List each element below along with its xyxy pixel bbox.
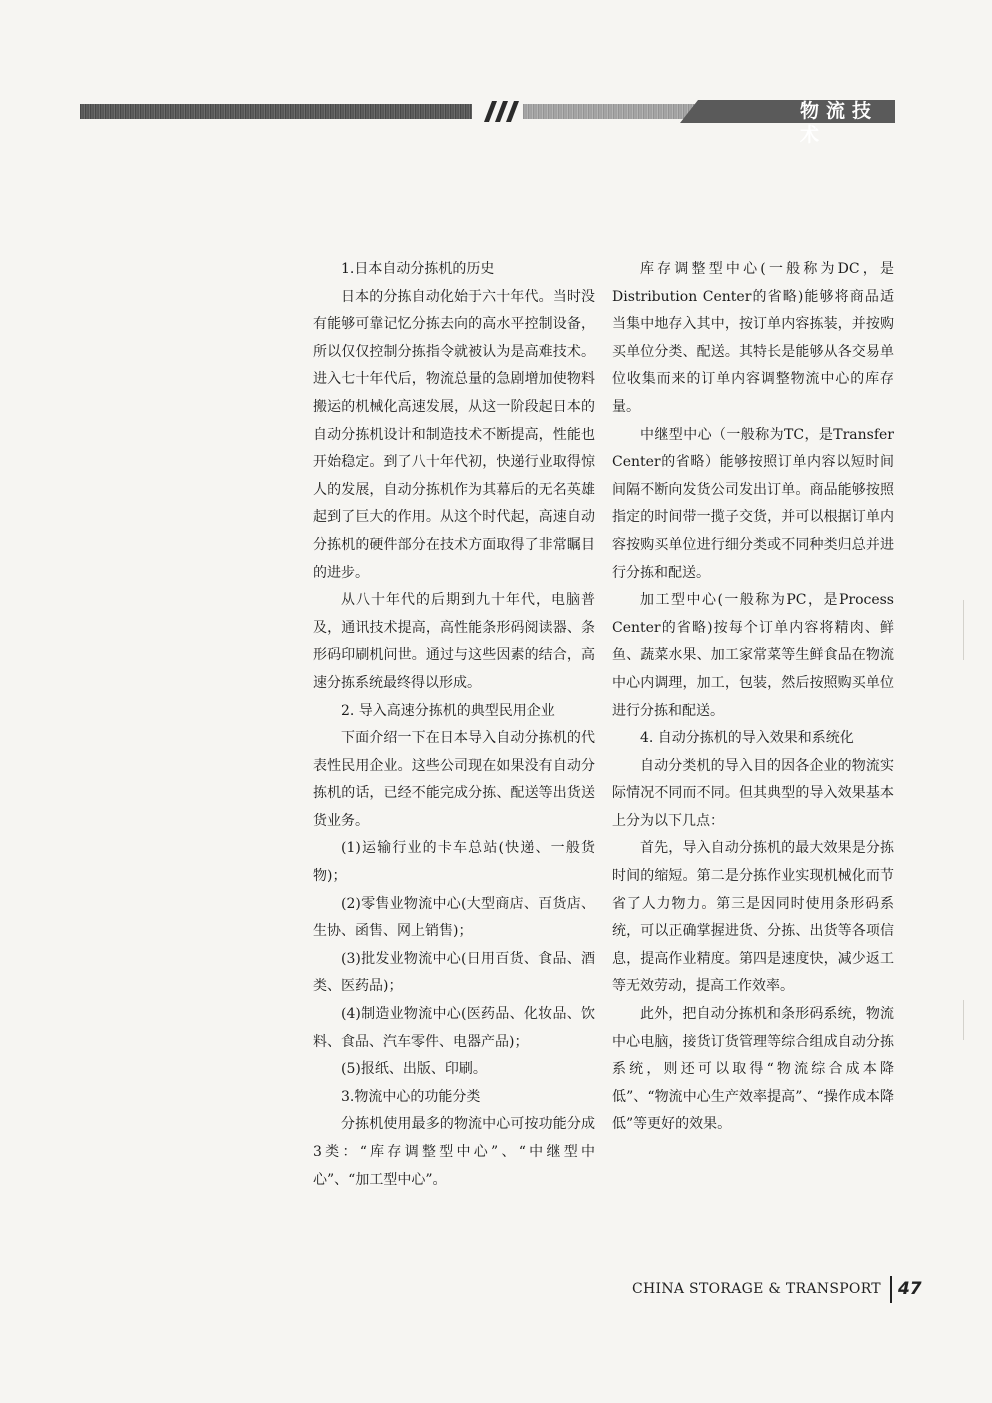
- heading-effects: 4. 自动分拣机的导入效果和系统化: [640, 730, 854, 747]
- heading-history: 1.日本自动分拣机的历史: [341, 261, 495, 277]
- list-item: (4)制造业物流中心(医药品、化妆品、饮料、食品、汽车零件、电器产品)；: [313, 1006, 595, 1050]
- header-band: [80, 100, 895, 146]
- paragraph: 从八十年代的后期到九十年代，电脑普及，通讯技术提高，高性能条形码阅读器、条形码印刷机问世。通过与这些因素的结合，高速分拣系统最终得以形成。: [313, 592, 595, 691]
- paragraph: 此外，把自动分拣机和条形码系统，物流中心电脑，接货订货管理等综合组成自动分拣系统，则还可以取得“物流综合成本降低”、“物流中心生产效率提高”、“操作成本降低”等更好的效果。: [612, 1006, 894, 1133]
- page-number: 47: [897, 1279, 922, 1299]
- margin-mark: [963, 1000, 964, 1040]
- margin-mark: [963, 600, 964, 660]
- heading-enterprises: 2. 导入高速分拣机的典型民用企业: [341, 702, 555, 719]
- header-stripe-left: [80, 104, 472, 119]
- paragraph: 下面介绍一下在日本导入自动分拣机的代表性民用企业。这些公司现在如果没有自动分拣机的话，已经不能完成分拣、配送等出货送货业务。: [313, 730, 595, 829]
- heading-functions: 3.物流中心的功能分类: [341, 1088, 481, 1105]
- paragraph: 日本的分拣自动化始于六十年代。当时没有能够可靠记忆分拣去向的高水平控制设备，所以仅仅控制分拣指令就被认为是高难技术。进入七十年代后，物流总量的急剧增加使物料搬运的机械化高速发展，从这一阶段起日本的自动分拣机设计和制造技术不断提高，性能也开始稳定。到了八十年代初，快递行业取得惊人的发展，自动分拣机作为其幕后的无名英雄起到了巨大的作用。从这个时代起，高速自动分拣机的硬件部分在技术方面取得了非常瞩目的进步。: [313, 288, 595, 581]
- journal-name: CHINA STORAGE & TRANSPORT: [632, 1281, 881, 1297]
- right-column: [612, 256, 894, 1139]
- left-column: [313, 256, 595, 1194]
- footer-divider: [890, 1276, 892, 1303]
- paragraph-tc: 中继型中心（一般称为TC，是Transfer Center的省略）能够按照订单内容以短时间间隔不断向发货公司发出订单。商品能够按照指定的时间带一揽子交货，并可以根据订单内容按购买单位进行细分类或不同种类归总并进行分拣和配送。: [612, 426, 894, 581]
- paragraph: 分拣机使用最多的物流中心可按功能分成3类：“库存调整型中心”、“中继型中心”、“加工型中心”。: [313, 1116, 595, 1188]
- paragraph-pc: 加工型中心(一般称为PC，是Process Center的省略)按每个订单内容将精肉、鲜鱼、蔬菜水果、加工家常菜等生鲜食品在物流中心内调理，加工，包装，然后按照购买单位进行分拣和配送。: [612, 592, 894, 719]
- list-item: (5)报纸、出版、印刷。: [341, 1061, 487, 1078]
- paragraph-dc: 库存调整型中心(一般称为DC，是Distribution Center的省略)能够将商品适当集中地存入其中，按订单内容拣装，并按购买单位分类、配送。其特长是能够从各交易单位收集而来的订单内容调整物流中心的库存量。: [612, 261, 894, 415]
- slash-divider-icon: [476, 101, 520, 122]
- paragraph: 首先，导入自动分拣机的最大效果是分拣时间的缩短。第二是分拣作业实现机械化而节省了人力物力。第三是因同时使用条形码系统，可以正确掌握进货、分拣、出货等各项信息，提高作业精度。第四是速度快，减少返工等无效劳动，提高工作效率。: [612, 840, 894, 995]
- list-item: (3)批发业物流中心(日用百货、食品、酒类、医药品)；: [313, 950, 595, 995]
- list-item: (1)运输行业的卡车总站(快递、一般货物)；: [313, 840, 595, 885]
- paragraph: 自动分类机的导入目的因各企业的物流实际情况不同而不同。但其典型的导入效果基本上分为以下几点：: [612, 757, 894, 829]
- list-item: (2)零售业物流中心(大型商店、百货店、生协、函售、网上销售)；: [313, 895, 595, 940]
- section-title: 物流技术: [800, 100, 879, 146]
- footer: [632, 1275, 922, 1303]
